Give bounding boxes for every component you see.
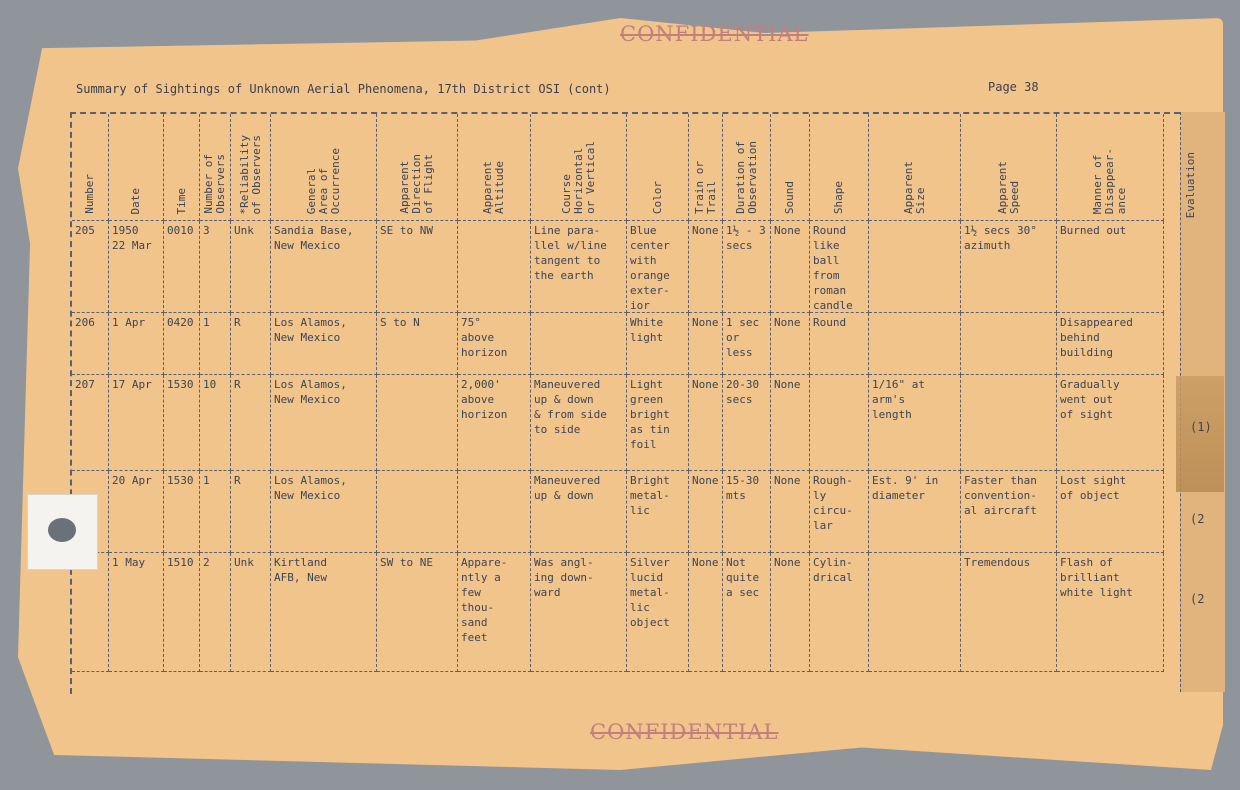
table-cell: 2,000' above horizon — [458, 375, 531, 471]
table-cell: Was angl- ing down- ward — [531, 553, 627, 672]
table-cell — [458, 471, 531, 553]
column-header: General Area of Occurrence — [271, 114, 377, 221]
column-header: Apparent Speed — [961, 114, 1057, 221]
evaluation-value: (2 — [1190, 512, 1205, 526]
table-cell — [961, 375, 1057, 471]
table-cell: Line para- llel w/line tangent to the earth — [531, 221, 627, 313]
table-cell: 15-30 mts — [723, 471, 771, 553]
table-cell: Round — [810, 313, 869, 375]
evaluation-value: (1) — [1190, 420, 1212, 434]
table-cell — [869, 221, 961, 313]
column-header: *Reliability of Observers — [231, 114, 271, 221]
table-cell: 205 — [72, 221, 109, 313]
table-cell: Los Alamos, New Mexico — [271, 471, 377, 553]
column-header: Train or Trail — [689, 114, 723, 221]
table-cell: R — [231, 471, 271, 553]
table-cell: None — [771, 471, 810, 553]
page-number: Page 38 — [988, 80, 1039, 94]
table-cell: Unk — [231, 221, 271, 313]
table-cell: Maneuvered up & down & from side to side — [531, 375, 627, 471]
column-header: Apparent Size — [869, 114, 961, 221]
table-cell: Maneuvered up & down — [531, 471, 627, 553]
table-cell — [810, 375, 869, 471]
table-cell: 1 May — [109, 553, 164, 672]
column-header: Apparent Direction of Flight — [377, 114, 458, 221]
column-header: Color — [627, 114, 689, 221]
table-cell — [72, 553, 109, 672]
tape-strip — [1176, 376, 1224, 492]
column-header: Sound — [771, 114, 810, 221]
table-cell: Lost sight of object — [1057, 471, 1164, 553]
table-cell: SE to NW — [377, 221, 458, 313]
table-cell — [377, 471, 458, 553]
evaluation-value: (2 — [1190, 592, 1205, 606]
column-header: Apparent Altitude — [458, 114, 531, 221]
table-cell: Appare- ntly a few thou- sand feet — [458, 553, 531, 672]
table-cell: Burned out — [1057, 221, 1164, 313]
table-cell — [531, 313, 627, 375]
table-cell: None — [771, 221, 810, 313]
column-header: Course Horizontal or Vertical — [531, 114, 627, 221]
table-cell: 1 — [200, 471, 231, 553]
evaluation-header: Evaluation — [1184, 151, 1197, 218]
table-cell: Est. 9' in diameter — [869, 471, 961, 553]
table-cell: S to N — [377, 313, 458, 375]
table-cell: 75° above horizon — [458, 313, 531, 375]
column-header: Time — [164, 114, 200, 221]
table-cell: 1½ secs 30° azimuth — [961, 221, 1057, 313]
table-cell: SW to NE — [377, 553, 458, 672]
table-cell: 1 sec or less — [723, 313, 771, 375]
table-cell: Tremendous — [961, 553, 1057, 672]
table-cell: Unk — [231, 553, 271, 672]
table-cell: 206 — [72, 313, 109, 375]
table-cell: Flash of brilliant white light — [1057, 553, 1164, 672]
table-cell: 1950 22 Mar — [109, 221, 164, 313]
table-cell — [961, 313, 1057, 375]
table-cell: None — [771, 375, 810, 471]
table-cell — [377, 375, 458, 471]
table-cell: None — [689, 553, 723, 672]
column-header: Shape — [810, 114, 869, 221]
table-cell: Los Alamos, New Mexico — [271, 375, 377, 471]
table-cell: 2 — [200, 553, 231, 672]
table-cell: None — [689, 313, 723, 375]
punch-hole — [48, 518, 76, 542]
table-cell: 3 — [200, 221, 231, 313]
table-cell: None — [689, 221, 723, 313]
document-title: Summary of Sightings of Unknown Aerial Phenomena, 17th District OSI (cont) — [76, 82, 611, 96]
column-header: Date — [109, 114, 164, 221]
table-cell: Light green bright as tin foil — [627, 375, 689, 471]
column-header: Manner of Disappear- ance — [1057, 114, 1164, 221]
table-cell: R — [231, 375, 271, 471]
table-cell: None — [771, 553, 810, 672]
table-cell: 207 — [72, 375, 109, 471]
table-cell: 17 Apr — [109, 375, 164, 471]
table-cell: None — [689, 471, 723, 553]
table-cell: 1½ - 3 secs — [723, 221, 771, 313]
table-cell: Rough- ly circu- lar — [810, 471, 869, 553]
table-cell: 20-30 secs — [723, 375, 771, 471]
table-cell: Kirtland AFB, New — [271, 553, 377, 672]
column-header: Duration of Observation — [723, 114, 771, 221]
table-cell: Disappeared behind building — [1057, 313, 1164, 375]
table-cell: 1 — [200, 313, 231, 375]
table-cell: 1530 — [164, 471, 200, 553]
table-cell: Round like ball from roman candle — [810, 221, 869, 313]
table-cell: Gradually went out of sight — [1057, 375, 1164, 471]
table-cell — [869, 313, 961, 375]
table-cell: None — [771, 313, 810, 375]
table-cell — [458, 221, 531, 313]
table-cell: 1510 — [164, 553, 200, 672]
column-header: Number of Observers — [200, 114, 231, 221]
table-cell — [869, 553, 961, 672]
table-cell: 1/16" at arm's length — [869, 375, 961, 471]
table-cell: None — [689, 375, 723, 471]
column-header: Number — [72, 114, 109, 221]
table-cell: White light — [627, 313, 689, 375]
table-cell: Bright metal- lic — [627, 471, 689, 553]
confidential-stamp-top: CONFIDENTIAL — [620, 22, 809, 46]
table-cell: 1530 — [164, 375, 200, 471]
table-cell: 20 Apr — [109, 471, 164, 553]
table-cell: 0420 — [164, 313, 200, 375]
confidential-stamp-bottom: CONFIDENTIAL — [590, 720, 779, 744]
table-cell: Faster than convention- al aircraft — [961, 471, 1057, 553]
table-cell: 0010 — [164, 221, 200, 313]
table-cell: Sandia Base, New Mexico — [271, 221, 377, 313]
sightings-table — [70, 112, 1180, 694]
table-cell: Cylin- drical — [810, 553, 869, 672]
table-cell: Blue center with orange exter- ior — [627, 221, 689, 313]
table-cell: Not quite a sec — [723, 553, 771, 672]
table-cell: Los Alamos, New Mexico — [271, 313, 377, 375]
table-cell: R — [231, 313, 271, 375]
table-cell: 10 — [200, 375, 231, 471]
table-cell: Silver lucid metal- lic object — [627, 553, 689, 672]
table-cell: 1 Apr — [109, 313, 164, 375]
